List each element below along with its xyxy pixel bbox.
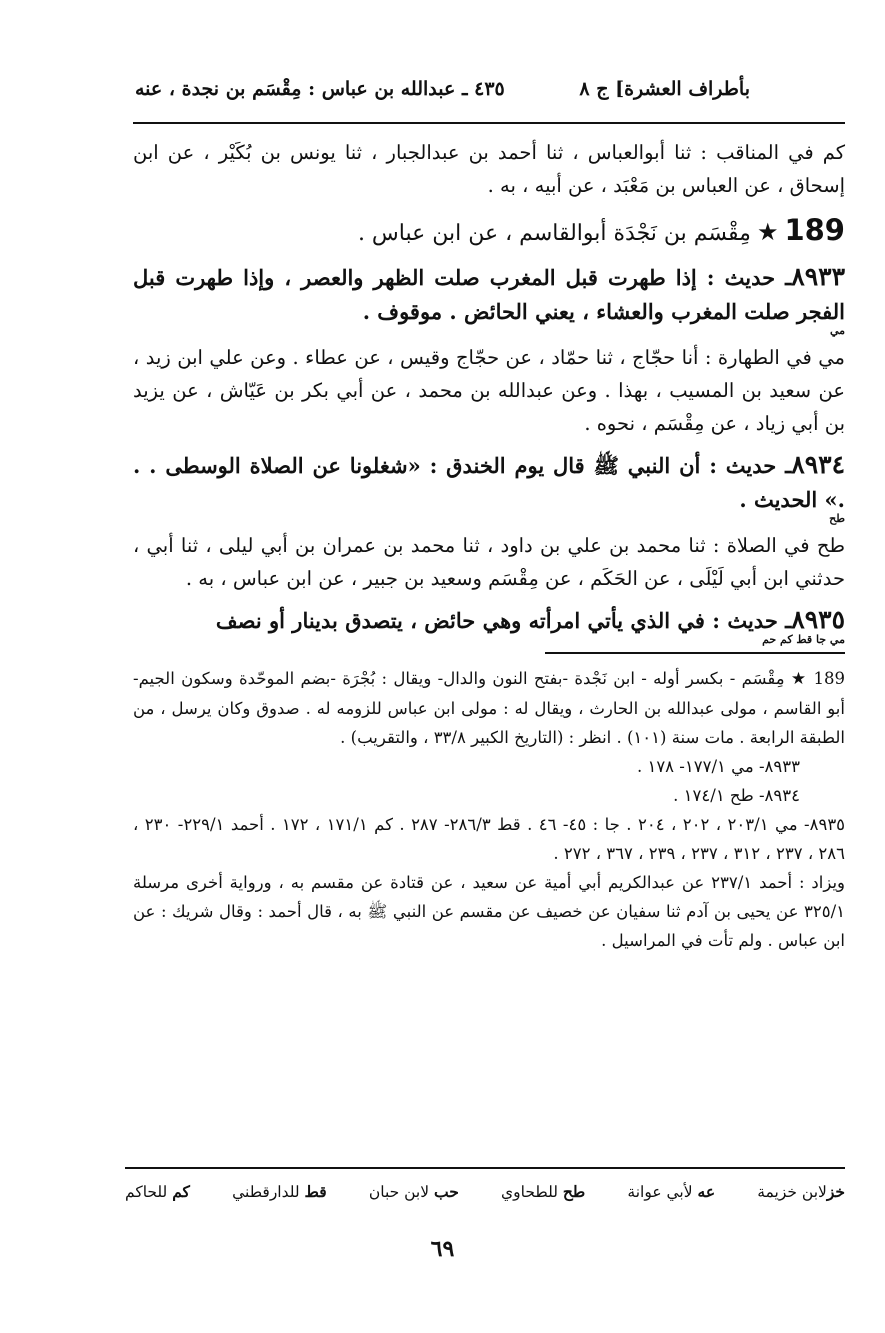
narrator-entry-189 [133, 210, 845, 254]
source-sigla: مي جا قط كم حم [762, 633, 845, 646]
hadith-text: ـ حديث : أن النبي ﷺ قال يوم الخندق : «شغلونا عن الصلاة الوسطى . . .» الحديث . [133, 453, 845, 512]
legend-item: خزلابن خزيمة [757, 1182, 845, 1201]
footnote-addition: ويزاد : أحمد ٢٣٧/١ عن عبدالكريم أبي أمية عن سعيد ، عن قتادة عن مقسم به ، ورواية أخرى مرسلة ٣٢٥/١ عن يحيى بن آدم ثنا سفيان عن خصيف عن مقسم عن النبي ﷺ به ، قال أحمد : وقال شريك : عن ابن عباس . ولم تأت في المراسيل . [133, 873, 846, 950]
narrator-number: 189 [784, 213, 845, 247]
running-header [135, 78, 750, 100]
footnote-number: 189 [813, 669, 845, 688]
footnote-rule [545, 652, 845, 654]
star-icon: ★ [790, 669, 808, 689]
footnotes [133, 664, 845, 955]
legend-item: عه لأبي عوانة [627, 1182, 716, 1201]
source-sigla: طح [829, 512, 845, 525]
header-rule [133, 122, 845, 124]
hadith-8934 [133, 448, 845, 517]
paragraph-source-3: طح في الصلاة : ثنا محمد بن علي بن داود ، ثنا محمد بن عمران بن أبي ليلى ، ثنا أبي ، حدثني ابن أبي لَيْلَى ، عن الحَكَم ، عن مِقْسَم وسعيد بن جبير ، عن ابن عباس ، به . [133, 534, 845, 590]
main-text [133, 136, 845, 955]
star-icon: ★ [756, 218, 779, 246]
footnote-8933: ٨٩٣٣- مي ١٧٧/١- ١٧٨ . [636, 757, 800, 776]
legend-item: قط للدارقطني [232, 1182, 327, 1201]
footnote-text: مِقْسَم - بكسر أوله - ابن نَجْدة -بفتح النون والدال- ويقال : بُجْرَة -بضم الموحّدة وسكون الجيم- أبو القاسم ، مولى عبدالله بن الحارث ، ويقال له : مولى ابن عباس للزومه له . صدوق وكان يرسل ، من الطبقة الرابعة . مات سنة (١٠١) . انظر : (التاريخ الكبير ٣٣/٨ ، والتقريب) . [133, 669, 845, 747]
header-chapter-title: ٤٣٥ ـ عبدالله بن عباس : مِقْسَم بن نجدة ، عنه [135, 78, 505, 100]
paragraph-source-1: كم في المناقب : ثنا أبوالعباس ، ثنا أحمد بن عبدالجبار ، ثنا يونس بن بُكَيْر ، عن ابن إسحاق ، عن العباس بن مَعْبَد ، عن أبيه ، به . [133, 141, 845, 197]
legend-item: كم للحاكم [125, 1182, 190, 1201]
header-book-title: بأطراف العشرة] ج ٨ [579, 78, 750, 100]
footnote-8934: ٨٩٣٤- طح ١٧٤/١ . [673, 786, 800, 805]
hadith-number: ٨٩٣٥ [791, 605, 845, 634]
legend-item: طح للطحاوي [501, 1182, 586, 1201]
paragraph-source-2: مي في الطهارة : أنا حجّاج ، ثنا حمّاد ، عن حجّاج وقيس ، عن عطاء . وعن علي ابن زيد ، عن سعيد بن المسيب ، بهذا . وعن عبدالله بن محمد ، عن أبي بكر بن عَيّاش ، عن يزيد بن أبي زياد ، عن مِقْسَم ، نحوه . [133, 346, 845, 435]
narrator-name: مِقْسَم بن نَجْدَة أبوالقاسم ، عن ابن عباس . [357, 221, 751, 246]
hadith-8935 [133, 603, 845, 638]
footnote-189 [133, 664, 845, 752]
legend-rule [125, 1167, 845, 1169]
hadith-8933 [133, 260, 845, 329]
legend-item: حب لابن حبان [368, 1182, 459, 1201]
hadith-text: ـ حديث : إذا طهرت قبل المغرب صلت الظهر والعصر ، وإذا طهرت قبل الفجر صلت المغرب والعشاء ، يعني الحائض . موقوف . [133, 265, 845, 324]
sigla-legend [125, 1182, 845, 1201]
footnote-8935: ٨٩٣٥- مي ٢٠٣/١ ، ٢٠٢ ، ٢٠٤ . جا : ٤٥- ٤٦ . قط ٢٨٦/٣- ٢٨٧ . كم ١٧١/١ ، ١٧٢ . أحمد ٢٢٩/١- ٢٣٠ ، ٢٨٦ ، ٢٣٧ ، ٣١٢ ، ٢٣٧ ، ٢٣٩ ، ٣٦٧ ، ٢٧٢ . [133, 815, 846, 863]
hadith-number: ٨٩٣٤ [791, 450, 845, 479]
page-number: ٦٩ [430, 1236, 455, 1262]
source-sigla: مي [829, 324, 845, 337]
hadith-text: ـ حديث : في الذي يأتي امرأته وهي حائض ، يتصدق بدينار أو نصف [215, 608, 792, 633]
hadith-number: ٨٩٣٣ [791, 262, 845, 291]
